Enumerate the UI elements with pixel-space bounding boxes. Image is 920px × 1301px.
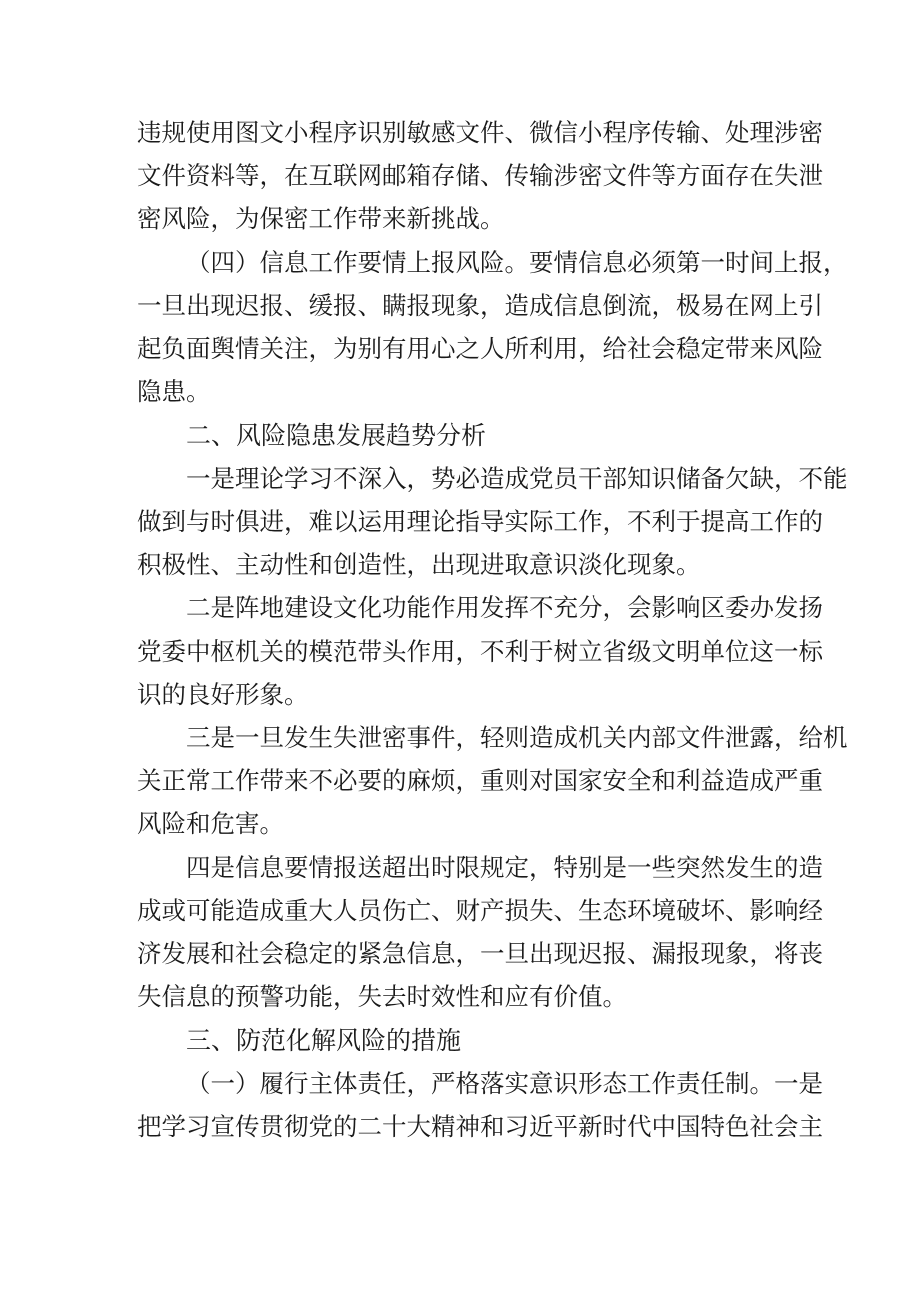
paragraph-line: 失信息的预警功能，失去时效性和应有价值。: [137, 982, 627, 1011]
paragraph-line: 违规使用图文小程序识别敏感文件、微信小程序传输、处理涉密: [137, 118, 823, 147]
paragraph-line: 二是阵地建设文化功能作用发挥不充分，会影响区委办发扬: [186, 593, 823, 622]
paragraph-line: 党委中枢机关的模范带头作用，不利于树立省级文明单位这一标: [137, 637, 823, 666]
paragraph-line: 把学习宣传贯彻党的二十大精神和习近平新时代中国特色社会主: [137, 1112, 823, 1141]
paragraph-line: 一是理论学习不深入，势必造成党员干部知识储备欠缺，不能: [186, 464, 848, 493]
paragraph-line: 积极性、主动性和创造性，出现进取意识淡化现象。: [137, 550, 701, 579]
paragraph-line: （四）信息工作要情上报风险。要情信息必须第一时间上报，: [186, 248, 848, 277]
paragraph-line: 起负面舆情关注，为别有用心之人所利用，给社会稳定带来风险: [137, 334, 823, 363]
section-heading: 三、防范化解风险的措施: [186, 1026, 462, 1055]
paragraph-line: 文件资料等，在互联网邮箱存储、传输涉密文件等方面存在失泄: [137, 161, 823, 190]
paragraph-line: 关正常工作带来不必要的麻烦，重则对国家安全和利益造成严重: [137, 766, 823, 795]
paragraph-line: 密风险，为保密工作带来新挑战。: [137, 204, 505, 233]
paragraph-line: 识的良好形象。: [137, 680, 309, 709]
paragraph-line: 风险和危害。: [137, 809, 284, 838]
paragraph-line: 做到与时俱进，难以运用理论指导实际工作，不利于提高工作的: [137, 507, 823, 536]
paragraph-line: （一）履行主体责任，严格落实意识形态工作责任制。一是: [186, 1069, 823, 1098]
paragraph-line: 一旦出现迟报、缓报、瞒报现象，造成信息倒流，极易在网上引: [137, 291, 823, 320]
paragraph-line: 三是一旦发生失泄密事件，轻则造成机关内部文件泄露，给机: [186, 723, 848, 752]
paragraph-line: 成或可能造成重大人员伤亡、财产损失、生态环境破坏、影响经: [137, 896, 823, 925]
paragraph-line: 济发展和社会稳定的紧急信息，一旦出现迟报、漏报现象，将丧: [137, 939, 823, 968]
paragraph-line: 四是信息要情报送超出时限规定，特别是一些突然发生的造: [186, 853, 823, 882]
paragraph-line: 隐患。: [137, 377, 211, 406]
section-heading: 二、风险隐患发展趋势分析: [186, 421, 487, 450]
